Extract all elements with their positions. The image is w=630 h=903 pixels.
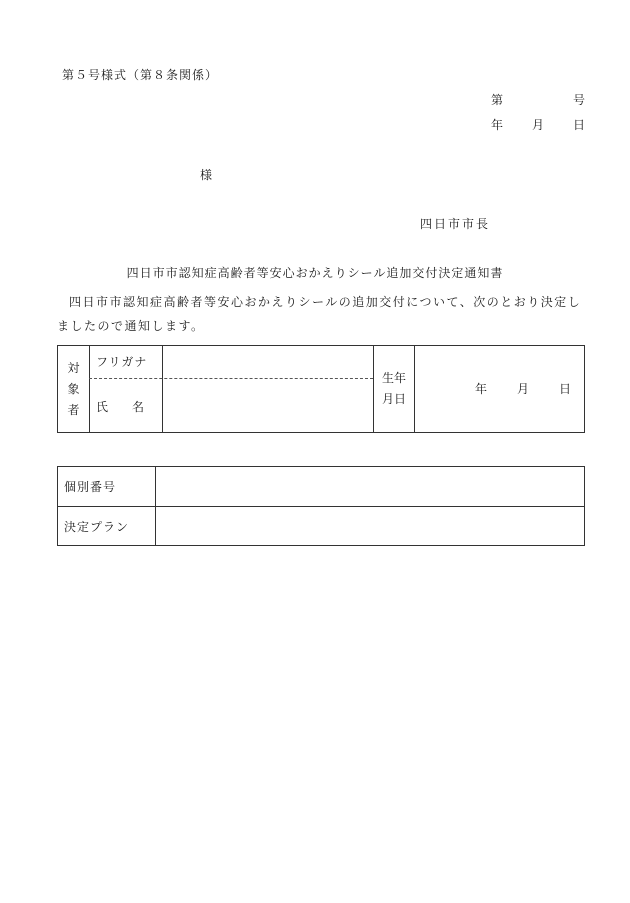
notice-body: 四日市市認知症高齢者等安心おかえりシールの追加交付について、次のとおり決定しましたので通知します。 xyxy=(57,295,582,333)
name-label: 氏 名 xyxy=(96,400,145,414)
notice-title: 四日市市認知症高齢者等安心おかえりシール追加交付決定通知書 xyxy=(126,266,504,280)
furigana-label: フリガナ xyxy=(96,355,148,369)
number-prefix: 第 xyxy=(491,93,504,107)
birth-day: 日 xyxy=(558,382,571,396)
decided-plan-field[interactable] xyxy=(156,507,584,545)
issue-day: 日 xyxy=(572,118,585,132)
number-suffix: 号 xyxy=(572,93,585,107)
birth-label xyxy=(374,346,414,432)
furigana-field[interactable] xyxy=(163,346,373,378)
decided-plan-label: 決定プラン xyxy=(64,519,130,534)
birth-date-field[interactable] xyxy=(415,346,585,432)
issue-month: 月 xyxy=(531,118,544,132)
name-field[interactable] xyxy=(163,379,373,432)
subject-divider xyxy=(89,346,90,432)
subject-group-char: 対 xyxy=(67,360,80,375)
document-number xyxy=(491,94,585,106)
birth-year: 年 xyxy=(475,382,488,396)
issue-year: 年 xyxy=(491,118,504,132)
subject-table xyxy=(57,345,585,433)
birth-label-line: 月日 xyxy=(381,392,406,406)
issue-date xyxy=(491,119,585,131)
plan-table xyxy=(57,466,585,546)
birth-label-line: 生年 xyxy=(381,371,406,385)
issuer-name: 四日市市長 xyxy=(420,217,491,231)
individual-number-label: 個別番号 xyxy=(64,479,117,494)
birth-month: 月 xyxy=(516,382,529,396)
individual-number-field[interactable] xyxy=(156,467,584,506)
subject-group-label xyxy=(58,346,89,432)
form-label: 第５号様式（第８条関係） xyxy=(62,68,219,82)
addressee-honorific: 様 xyxy=(200,168,213,182)
subject-group-char: 象 xyxy=(67,381,80,396)
subject-group-char: 者 xyxy=(67,402,80,417)
